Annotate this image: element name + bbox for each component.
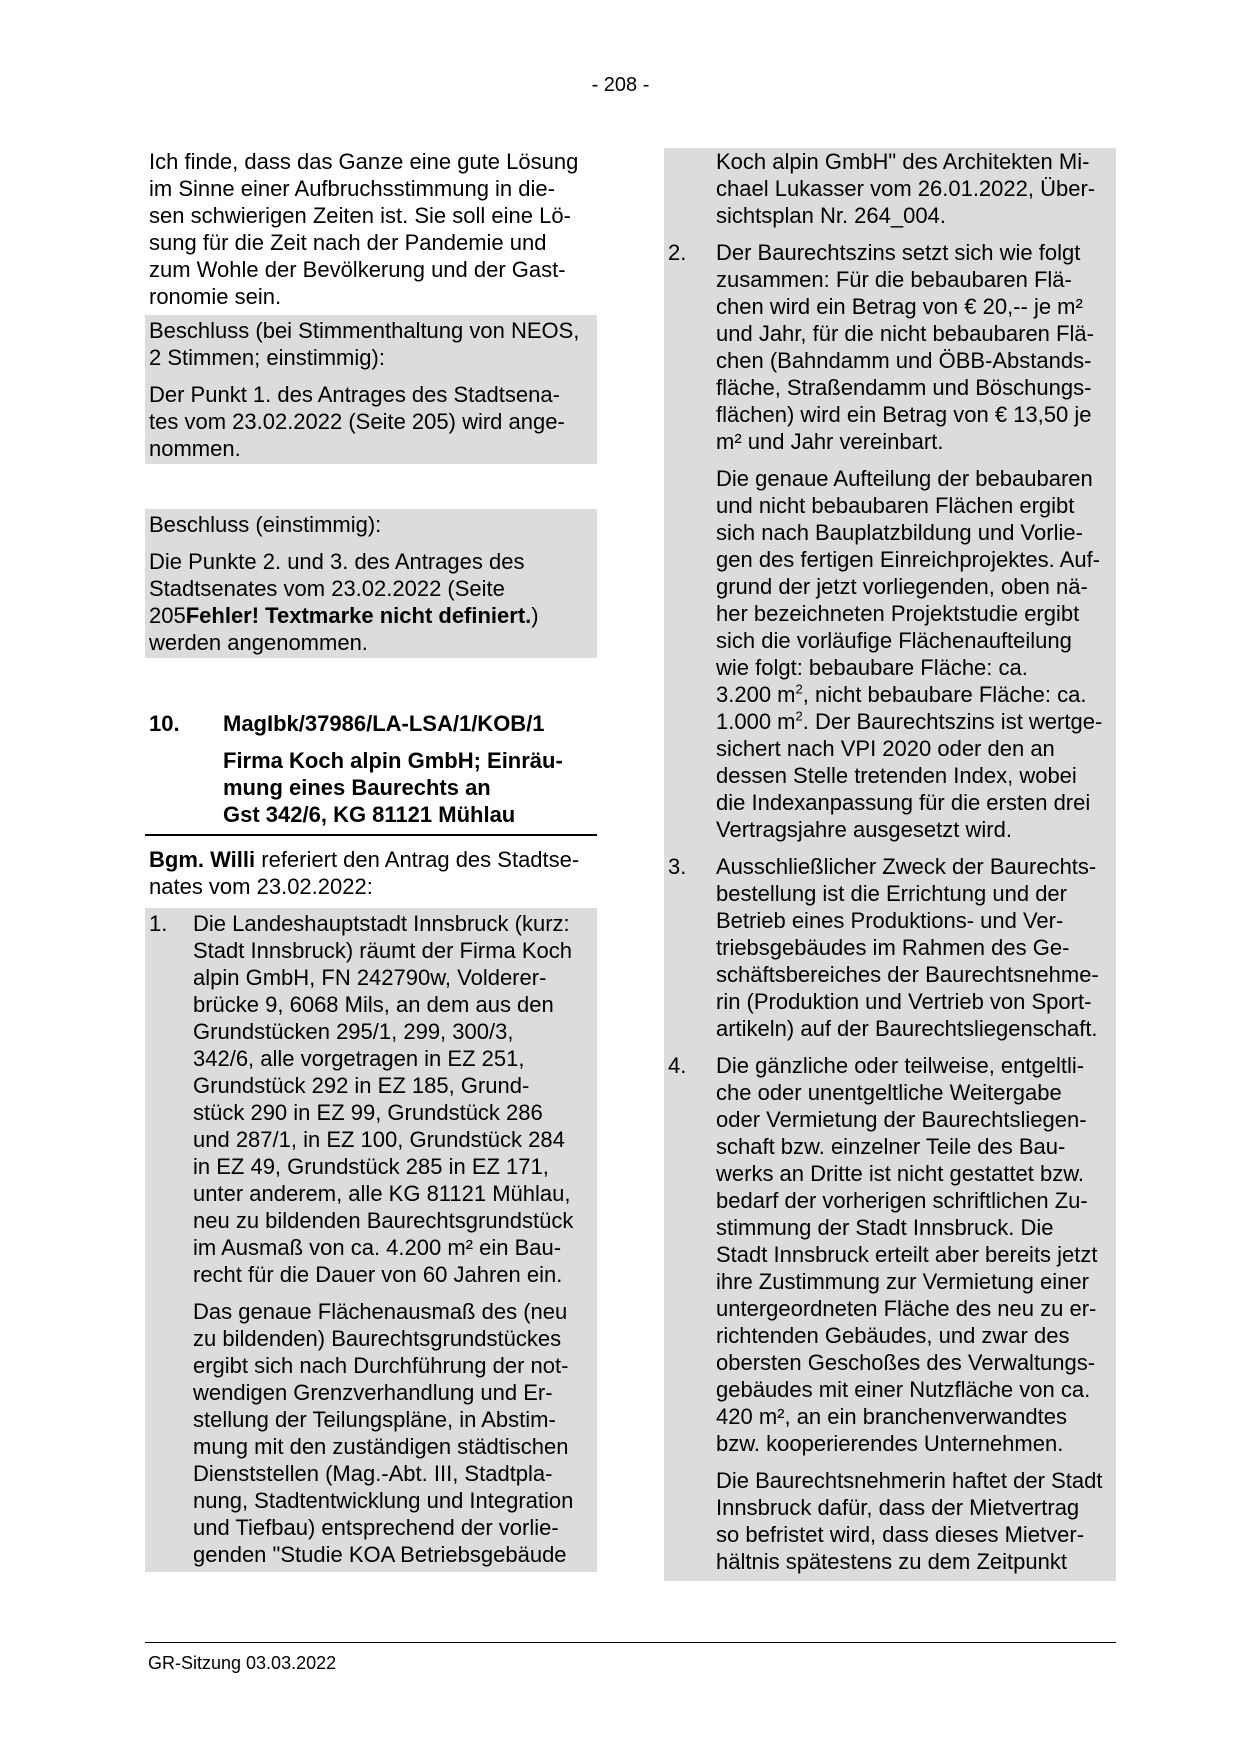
text-line: untergeordneten Fläche des neu zu er- bbox=[716, 1296, 1097, 1321]
agenda-number: 10. bbox=[149, 711, 180, 736]
text-line: genden "Studie KOA Betriebsgebäude bbox=[193, 1542, 567, 1567]
text-line: Dienststellen (Mag.-Abt. III, Stadtpla- bbox=[193, 1461, 553, 1486]
list-number: 4. bbox=[668, 1053, 687, 1078]
text-line: unter anderem, alle KG 81121 Mühlau, bbox=[193, 1181, 571, 1206]
text-line: her bezeichneten Projektstudie ergibt bbox=[716, 601, 1080, 626]
list-item-1 bbox=[145, 908, 597, 1572]
text-line: sich die vorläufige Flächenaufteilung bbox=[716, 628, 1072, 653]
text-line: chen (Bahndamm und ÖBB-Abstands- bbox=[716, 348, 1092, 373]
text-line: tes vom 23.02.2022 (Seite 205) wird ange- bbox=[149, 409, 565, 434]
agenda-title bbox=[145, 747, 597, 828]
footer-rule bbox=[145, 1642, 1116, 1643]
text-line: Ausschließlicher Zweck der Baurechts- bbox=[716, 854, 1097, 879]
title-line: Gst 342/6, KG 81121 Mühlau bbox=[223, 802, 516, 827]
text-line: zum Wohle der Bevölkerung und der Gast- bbox=[149, 257, 566, 282]
text-line: brücke 9, 6068 Mils, an dem aus den bbox=[193, 992, 554, 1017]
beschluss-1 bbox=[145, 315, 597, 464]
text-line: Grundstücken 295/1, 299, 300/3, bbox=[193, 1019, 514, 1044]
text-line: zu bildenden) Baurechtsgrundstückes bbox=[193, 1326, 562, 1351]
text-span: referiert den Antrag des Stadtse- bbox=[255, 847, 580, 872]
text-line: bedarf der vorherigen schriftlichen Zu- bbox=[716, 1188, 1088, 1213]
text-line bbox=[716, 708, 1112, 735]
text-line: chen wird ein Betrag von € 20,-- je m² bbox=[716, 294, 1083, 319]
superscript: 2 bbox=[795, 708, 803, 724]
text-line: sen schwierigen Zeiten ist. Sie soll eine Lö- bbox=[149, 203, 571, 228]
text-line: und nicht bebaubaren Flächen ergibt bbox=[716, 493, 1075, 518]
list-item-3 bbox=[664, 853, 1116, 1042]
text-line: Ich finde, dass das Ganze eine gute Lösung bbox=[149, 149, 579, 174]
text-line: nommen. bbox=[149, 436, 241, 461]
text-line: wie folgt: bebaubare Fläche: ca. bbox=[716, 655, 1028, 680]
text-line: 420 m², an ein branchenverwandtes bbox=[716, 1404, 1067, 1429]
list-item-4 bbox=[664, 1052, 1116, 1575]
paren: ) bbox=[531, 603, 539, 628]
text-line: werden angenommen. bbox=[149, 630, 368, 655]
text-line: hältnis spätestens zu dem Zeitpunkt bbox=[716, 1549, 1067, 1574]
text-line: Die gänzliche oder teilweise, entgeltli- bbox=[716, 1053, 1085, 1078]
text-line: zusammen: Für die bebaubaren Flä- bbox=[716, 267, 1072, 292]
bookmark-error: Fehler! Textmarke nicht definiert. bbox=[185, 603, 532, 628]
text-line: Die Landeshauptstadt Innsbruck (kurz: bbox=[193, 911, 570, 936]
text-line: 342/6, alle vorgetragen in EZ 251, bbox=[193, 1046, 525, 1071]
text-line: werks an Dritte ist nicht gestattet bzw. bbox=[716, 1161, 1085, 1186]
intro-paragraph bbox=[145, 148, 597, 310]
agenda-reference: MagIbk/37986/LA-LSA/1/KOB/1 bbox=[223, 711, 545, 736]
text-line: rin (Produktion und Vertrieb von Sport- bbox=[716, 989, 1092, 1014]
text-line: nung, Stadtentwicklung und Integration bbox=[193, 1488, 574, 1513]
list-item-2 bbox=[664, 239, 1116, 843]
text-line: ihre Zustimmung zur Vermietung einer bbox=[716, 1269, 1089, 1294]
text-line: mung mit den zuständigen städtischen bbox=[193, 1434, 569, 1459]
page-number: - 208 - bbox=[591, 74, 650, 96]
text-line: Stadt Innsbruck erteilt aber bereits jetzt bbox=[716, 1242, 1098, 1267]
text-line: triebsgebäudes im Rahmen des Ge- bbox=[716, 935, 1070, 960]
text-line: fläche, Straßendamm und Böschungs- bbox=[716, 375, 1092, 400]
text-line: Das genaue Flächenausmaß des (neu bbox=[193, 1299, 568, 1324]
text-span: . Der Baurechtszins ist wertge- bbox=[802, 709, 1103, 734]
text-line: ergibt sich nach Durchführung der not- bbox=[193, 1353, 569, 1378]
text-line: Grundstück 292 in EZ 185, Grund- bbox=[193, 1073, 530, 1098]
agenda-heading bbox=[145, 710, 597, 737]
text-line: stellung der Teilungspläne, in Abstim- bbox=[193, 1407, 556, 1432]
text-line: die Indexanpassung für die ersten drei bbox=[716, 790, 1091, 815]
list-number: 2. bbox=[668, 240, 687, 265]
text-line: Stadt Innsbruck) räumt der Firma Koch bbox=[193, 938, 573, 963]
beschluss-2 bbox=[145, 509, 597, 658]
text-line: Die Punkte 2. und 3. des Antrages des bbox=[149, 549, 525, 574]
text-line: im Sinne einer Aufbruchsstimmung in die- bbox=[149, 176, 555, 201]
text-line: im Ausmaß von ca. 4.200 m² ein Bau- bbox=[193, 1235, 562, 1260]
text-line: und Tiefbau) entsprechend der vorlie- bbox=[193, 1515, 559, 1540]
text-line: in EZ 49, Grundstück 285 in EZ 171, bbox=[193, 1154, 549, 1179]
text-line: dessen Stelle tretenden Index, wobei bbox=[716, 763, 1077, 788]
text-line: nates vom 23.02.2022: bbox=[149, 874, 373, 899]
text-line: Betrieb eines Produktions- und Ver- bbox=[716, 908, 1064, 933]
text-line: grund der jetzt vorliegenden, oben nä- bbox=[716, 574, 1088, 599]
text-line: Koch alpin GmbH" des Architekten Mi- bbox=[716, 149, 1090, 174]
text-line bbox=[149, 602, 593, 629]
text-line: gebäudes mit einer Nutzfläche von ca. bbox=[716, 1377, 1091, 1402]
text-line: schäftsbereiches der Baurechtsnehme- bbox=[716, 962, 1099, 987]
text-line: und Jahr, für die nicht bebaubaren Flä- bbox=[716, 321, 1094, 346]
title-line: Firma Koch alpin GmbH; Einräu- bbox=[223, 748, 563, 773]
text-line: Die genaue Aufteilung der bebaubaren bbox=[716, 466, 1093, 491]
text-line bbox=[716, 681, 1112, 708]
text-line: und 287/1, in EZ 100, Grundstück 284 bbox=[193, 1127, 565, 1152]
text-line: sichert nach VPI 2020 oder den an bbox=[716, 736, 1055, 761]
text-line: gen des fertigen Einreichprojektes. Auf- bbox=[716, 547, 1101, 572]
text-line: che oder unentgeltliche Weitergabe bbox=[716, 1080, 1062, 1105]
left-column bbox=[145, 148, 597, 1572]
superscript: 2 bbox=[795, 681, 803, 697]
text-line: Vertragsjahre ausgesetzt wird. bbox=[716, 817, 1012, 842]
text-line: Die Baurechtsnehmerin haftet der Stadt bbox=[716, 1468, 1103, 1493]
right-column bbox=[664, 148, 1116, 1581]
text-line: stimmung der Stadt Innsbruck. Die bbox=[716, 1215, 1054, 1240]
text-span: , nicht bebaubare Fläche: ca. bbox=[802, 682, 1087, 707]
text-line: wendigen Grenzverhandlung und Er- bbox=[193, 1380, 553, 1405]
text-line: alpin GmbH, FN 242790w, Volderer- bbox=[193, 965, 547, 990]
text-line: sich nach Bauplatzbildung und Vorlie- bbox=[716, 520, 1083, 545]
text-line: m² und Jahr vereinbart. bbox=[716, 429, 944, 454]
text-line: obersten Geschoßes des Verwaltungs- bbox=[716, 1350, 1096, 1375]
text-line: bzw. kooperierendes Unternehmen. bbox=[716, 1431, 1064, 1456]
text-line: so befristet wird, dass dieses Mietver- bbox=[716, 1522, 1085, 1547]
text-line: Innsbruck dafür, dass der Mietvertrag bbox=[716, 1495, 1080, 1520]
beschluss-title: 2 Stimmen; einstimmig): bbox=[149, 345, 385, 370]
text-span: 1.000 m bbox=[716, 709, 796, 734]
heading-rule bbox=[145, 834, 597, 836]
text-line: Der Punkt 1. des Antrages des Stadtsena- bbox=[149, 382, 560, 407]
text-line: recht für die Dauer von 60 Jahren ein. bbox=[193, 1262, 563, 1287]
text-line: richtenden Gebäudes, und zwar des bbox=[716, 1323, 1070, 1348]
text-line: stück 290 in EZ 99, Grundstück 286 bbox=[193, 1100, 543, 1125]
beschluss-title: Beschluss (einstimmig): bbox=[149, 512, 382, 537]
text-line: artikeln) auf der Baurechtsliegenschaft. bbox=[716, 1016, 1098, 1041]
text-line: oder Vermietung der Baurechtsliegen- bbox=[716, 1107, 1087, 1132]
footer-text: GR-Sitzung 03.03.2022 bbox=[148, 1653, 337, 1673]
text-span: 3.200 m bbox=[716, 682, 796, 707]
text-line: ronomie sein. bbox=[149, 284, 282, 309]
page-ref: 205 bbox=[149, 603, 186, 628]
text-line: Der Baurechtszins setzt sich wie folgt bbox=[716, 240, 1081, 265]
text-line: neu zu bildenden Baurechtsgrundstück bbox=[193, 1208, 574, 1233]
referent-name: Bgm. Willi bbox=[149, 847, 256, 872]
list-number: 1. bbox=[149, 911, 168, 936]
text-line: chael Lukasser vom 26.01.2022, Über- bbox=[716, 176, 1096, 201]
text-line: flächen) wird ein Betrag von € 13,50 je bbox=[716, 402, 1092, 427]
text-line: sichtsplan Nr. 264_004. bbox=[716, 203, 946, 228]
item1-continuation bbox=[664, 148, 1116, 229]
text-line: Stadtsenates vom 23.02.2022 (Seite bbox=[149, 576, 505, 601]
text-line: schaft bzw. einzelner Teile des Bau- bbox=[716, 1134, 1066, 1159]
referent-paragraph bbox=[145, 846, 597, 900]
text-line: sung für die Zeit nach der Pandemie und bbox=[149, 230, 547, 255]
text-line: bestellung ist die Errichtung und der bbox=[716, 881, 1067, 906]
title-line: mung eines Baurechts an bbox=[223, 775, 491, 800]
list-number: 3. bbox=[668, 854, 687, 879]
beschluss-title: Beschluss (bei Stimmenthaltung von NEOS, bbox=[149, 318, 580, 343]
